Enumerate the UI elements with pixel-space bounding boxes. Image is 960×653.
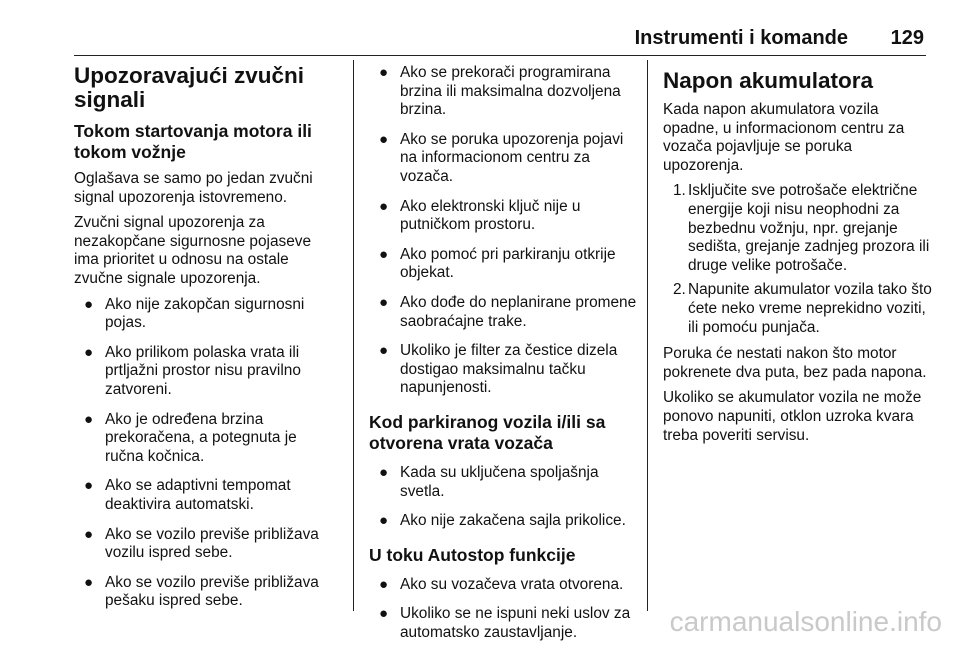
list-item [74, 574, 338, 611]
column-divider-left [353, 60, 354, 611]
column-2 [369, 64, 639, 653]
list-item-text: Ako su vozačeva vrata otvorena. [400, 575, 624, 593]
list-item-text: Ako se prekorači programirana brzina ili maksimalna dozvoljena brzina. [400, 64, 621, 119]
list-item-text: Ako se vozilo previše približava vozilu ispred sebe. [105, 525, 319, 562]
list-item-text: Napunite akumulator vozila tako što ćete neko vreme neprekidno voziti, ili pomoću punjača. [688, 281, 932, 336]
list-item [369, 512, 639, 531]
list-item-text: Ako prilikom polaska vrata ili prtljažni prostor nisu pravilno zatvoreni. [105, 343, 301, 398]
page-number: 129 [890, 27, 924, 49]
bullet-list [369, 576, 639, 643]
paragraph: Kada napon akumulatora vozila opadne, u informacionom centru za vozača pojavljuje se poruka upozorenja. [663, 101, 905, 174]
step-number: 2. [673, 281, 686, 299]
list-item [74, 477, 338, 514]
list-item-text: Ako nije zakopčan sigurnosni pojas. [105, 295, 305, 332]
section-heading-warning-chimes: Upozoravajući zvučni signali [74, 63, 305, 112]
list-item [74, 411, 338, 467]
list-item [369, 464, 639, 501]
bullet-list [369, 464, 639, 531]
list-item-text: Ukoliko je filter za čestice dizela dostigao maksimalnu tačku napunjenosti. [400, 342, 618, 397]
bullet-icon: ● [84, 573, 94, 591]
list-item-text: Ako se poruka upozorenja pojavi na informacionom centru za vozača. [400, 130, 624, 185]
subheading-parked-vehicle: Kod parkiranog vozila i/ili sa otvorena vrata vozača [369, 411, 606, 453]
bullet-icon: ● [379, 130, 389, 148]
list-item [74, 296, 338, 333]
bullet-list [74, 296, 338, 611]
list-item [369, 342, 639, 398]
column-divider-right [647, 60, 648, 611]
list-item-text: Ako pomoć pri parkiranju otkrije objekat. [400, 245, 616, 282]
list-item-text: Kada su uključena spoljašnja svetla. [400, 463, 599, 500]
column-1 [74, 64, 338, 622]
column-3 [663, 64, 935, 452]
bullet-icon: ● [379, 605, 389, 623]
list-item-text: Ako je određena brzina prekoračena, a potegnuta je ručna kočnica. [105, 410, 297, 465]
list-item [74, 526, 338, 563]
section-heading-battery-voltage: Napon akumulatora [663, 68, 874, 93]
list-item [369, 198, 639, 235]
list-item [663, 281, 935, 337]
numbered-list [663, 182, 935, 337]
list-item-text: Ako elektronski ključ nije u putničkom prostoru. [400, 197, 581, 234]
list-item [369, 64, 639, 120]
paragraph: Poruka će nestati nakon što motor pokrenete dva puta, bez pada napona. [663, 345, 927, 381]
header-rule [74, 55, 926, 56]
list-item-text: Ako dođe do neplanirane promene saobraćajne trake. [400, 293, 637, 330]
list-item-text: Isključite sve potrošače električne energije koji nisu neophodni za bezbednu vožnju, npr. grejanje sedišta, grejanje zadnjeg prozora ili druge velike potrošače. [688, 182, 930, 274]
list-item [369, 294, 639, 331]
bullet-icon: ● [379, 342, 389, 360]
bullet-icon: ● [379, 64, 389, 81]
bullet-icon: ● [84, 343, 94, 361]
step-number: 1. [673, 182, 686, 200]
bullet-icon: ● [379, 293, 389, 311]
list-item-text: Ako nije zakačena sajla prikolice. [400, 512, 626, 530]
list-item [369, 131, 639, 187]
bullet-icon: ● [379, 245, 389, 263]
bullet-icon: ● [379, 197, 389, 215]
bullet-icon: ● [379, 575, 389, 593]
list-item-text: Ukoliko se ne ispuni neki uslov za automatsko zaustavljanje. [400, 605, 631, 641]
bullet-icon: ● [84, 477, 94, 495]
subheading-starting-engine: Tokom startovanja motora ili tokom vožnje [74, 121, 312, 162]
paragraph: Zvučni signal upozorenja za nezakopčane sigurnosne pojaseve ima prioritet u odnosu na ostale zvučne signale upozorenja. [74, 214, 312, 287]
list-item [369, 246, 639, 283]
bullet-icon: ● [379, 512, 389, 530]
list-item [663, 182, 935, 275]
bullet-icon: ● [379, 463, 389, 481]
list-item [369, 576, 639, 595]
bullet-icon: ● [84, 410, 94, 428]
paragraph: Oglašava se samo po jedan zvučni signal upozorenja istovremeno. [74, 170, 313, 206]
bullet-list [369, 64, 639, 398]
list-item [74, 344, 338, 400]
header-title: Instrumenti i komande [634, 27, 848, 49]
watermark: carmanualsonline.info [669, 606, 942, 637]
bullet-icon: ● [84, 525, 94, 543]
subheading-autostop: U toku Autostop funkcije [369, 544, 576, 565]
list-item [369, 605, 639, 642]
bullet-icon: ● [84, 295, 94, 313]
paragraph: Ukoliko se akumulator vozila ne može ponovo napuniti, otklon uzroka kvara treba poveriti servisu. [663, 389, 922, 444]
list-item-text: Ako se adaptivni tempomat deaktivira automatski. [105, 477, 291, 513]
list-item-text: Ako se vozilo previše približava pešaku ispred sebe. [105, 573, 319, 610]
